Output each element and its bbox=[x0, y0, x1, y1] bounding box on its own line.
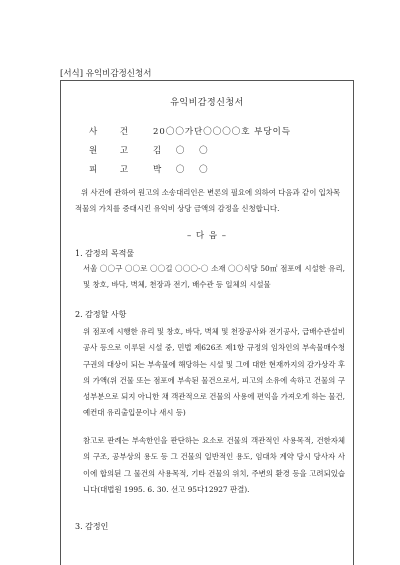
case-key: 사 건 bbox=[89, 127, 139, 137]
section-3-heading: 3. 감정인 bbox=[75, 522, 109, 531]
defendant-key: 피 고 bbox=[89, 165, 139, 175]
section-1-body: 서울 〇〇구 〇〇로 〇〇길 〇〇〇-〇 소재 〇〇식당 50㎡ 점포에 시설한 유리, 및 창호, 바닥, 벽체, 천장과 전기, 배수관 등 일체의 시설물 bbox=[83, 264, 345, 290]
intro-paragraph: 위 사건에 관하여 원고의 소송대리인은 변론의 필요에 의하여 다음과 같이 입차목적물의 가치를 증대시킨 유익비 상당 금액의 감정을 신청합니다. bbox=[75, 188, 341, 213]
divider-heading: – 다 음 – bbox=[186, 231, 228, 241]
section-1-heading: 1. 감정의 목적물 bbox=[75, 249, 135, 258]
section-2-note: 참고로 판례는 부속한인을 판단하는 요소로 건물의 객관적인 사용목적, 건한자체의 구조, 공부상의 용도 등 그 건물의 일반적인 용도, 임대차 계약 당시 당사자 사이에 합의된 그 물건의 사용목적, 기타 건물의 위치, 주변의 환경 등을 고려되있습니다(대법원 1995. 6. 30. 선고 95다12927 판결). bbox=[83, 436, 345, 494]
document-title: 유익비감정신청서 bbox=[170, 98, 244, 108]
plaintiff-key: 원 고 bbox=[89, 146, 139, 156]
section-2-heading: 2. 감정할 사항 bbox=[75, 310, 127, 319]
case-row bbox=[89, 125, 291, 137]
document-frame bbox=[60, 80, 354, 565]
case-value: 20〇〇가단〇〇〇〇호 부당이득 bbox=[153, 127, 291, 137]
defendant-row bbox=[89, 163, 214, 175]
plaintiff-row bbox=[89, 144, 214, 156]
form-label: [서식] 유익비감정신청서 bbox=[60, 69, 152, 79]
defendant-value: 박 〇 〇 bbox=[153, 165, 214, 175]
section-2-body: 위 점포에 시행한 유리 및 창호, 바닥, 벽체 및 천장공사와 전기공사, 급배수관설비공사 등으로 이루된 시설 중, 민법 제626조 제1항 규정의 임차인의 부속물매수청구권의 대상이 되는 부속물에 해당하는 시설 및 그에 대한 현재까지의 감가상각 후의 가액(위 건물 또는 점포에 부속된 물건으로서, 피고의 소유에 속하고 건물의 구성부분으로 되지 아니한 채 객관적으로 건물의 사용에 편익을 가져오게 하는 물건, 예컨대 유리출입문이나 새시 등) bbox=[83, 327, 345, 418]
plaintiff-value: 김 〇 〇 bbox=[153, 146, 214, 156]
